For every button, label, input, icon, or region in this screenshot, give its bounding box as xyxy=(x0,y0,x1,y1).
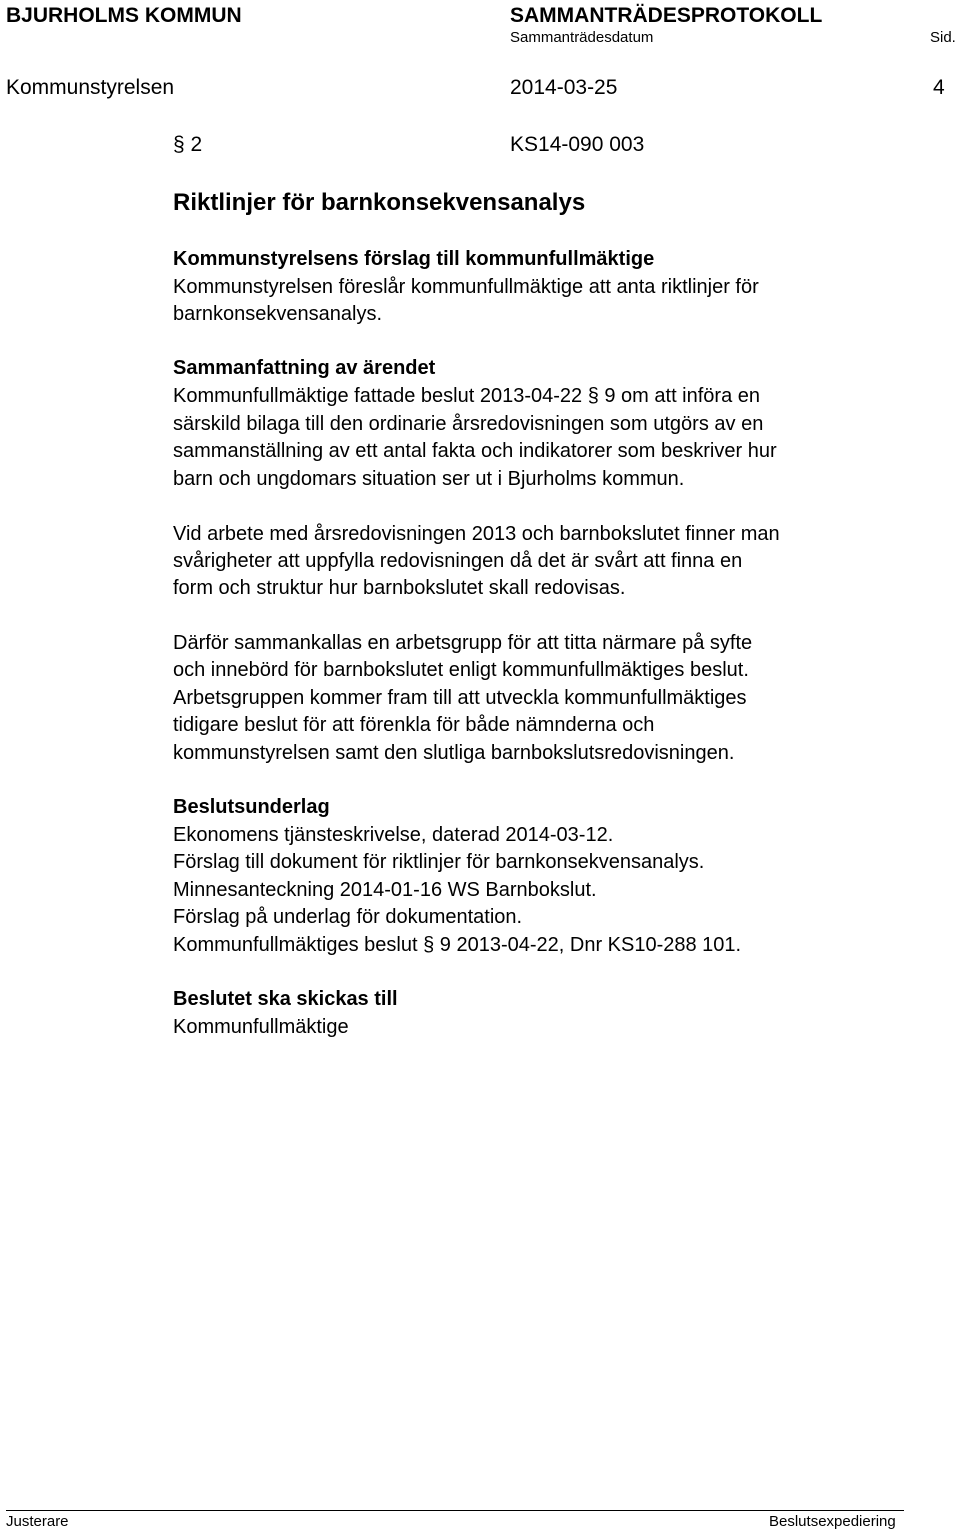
page-number: 4 xyxy=(933,76,945,99)
basis-item: Ekonomens tjänsteskrivelse, daterad 2014-03-12. xyxy=(173,824,614,846)
summary-line: Arbetsgruppen kommer fram till att utveckla kommunfullmäktiges xyxy=(173,687,747,709)
recipients-heading: Beslutet ska skickas till xyxy=(173,988,398,1010)
basis-item: Minnesanteckning 2014-01-16 WS Barnbokslut. xyxy=(173,879,597,901)
meeting-date-label: Sammanträdesdatum xyxy=(510,29,654,46)
municipality-name: BJURHOLMS KOMMUN xyxy=(6,4,242,27)
basis-heading: Beslutsunderlag xyxy=(173,796,330,818)
proposal-heading: Kommunstyrelsens förslag till kommunfullmäktige xyxy=(173,248,655,270)
case-reference: KS14-090 003 xyxy=(510,133,645,156)
footer-adjuster-label: Justerare xyxy=(6,1513,69,1530)
committee-name: Kommunstyrelsen xyxy=(6,76,175,99)
summary-line: kommunstyrelsen samt den slutliga barnbokslutsredovisningen. xyxy=(173,742,735,764)
proposal-line: barnkonsekvensanalys. xyxy=(173,303,383,325)
summary-line: Vid arbete med årsredovisningen 2013 och barnbokslutet finner man xyxy=(173,523,780,545)
document-type: SAMMANTRÄDESPROTOKOLL xyxy=(510,4,823,27)
summary-heading: Sammanfattning av ärendet xyxy=(173,357,436,379)
page-label: Sid. xyxy=(930,29,956,46)
basis-item: Förslag till dokument för riktlinjer för barnkonsekvensanalys. xyxy=(173,851,705,873)
section-number: § 2 xyxy=(173,133,203,156)
footer-divider xyxy=(6,1510,904,1511)
footer-dispatch-label: Beslutsexpediering xyxy=(769,1513,896,1530)
meeting-date: 2014-03-25 xyxy=(510,76,618,99)
summary-line: barn och ungdomars situation ser ut i Bjurholms kommun. xyxy=(173,468,685,490)
basis-item: Förslag på underlag för dokumentation. xyxy=(173,906,523,928)
basis-item: Kommunfullmäktiges beslut § 9 2013-04-22, Dnr KS10-288 101. xyxy=(173,934,742,956)
item-title: Riktlinjer för barnkonsekvensanalys xyxy=(173,189,586,216)
summary-line: sammanställning av ett antal fakta och indikatorer som beskriver hur xyxy=(173,440,777,462)
summary-line: tidigare beslut för att förenkla för både nämnderna och xyxy=(173,714,655,736)
summary-line: särskild bilaga till den ordinarie årsredovisningen som utgörs av en xyxy=(173,413,764,435)
recipient-item: Kommunfullmäktige xyxy=(173,1016,349,1038)
summary-line: form och struktur hur barnbokslutet skall redovisas. xyxy=(173,577,626,599)
summary-line: och innebörd för barnbokslutet enligt kommunfullmäktiges beslut. xyxy=(173,659,749,681)
summary-line: Kommunfullmäktige fattade beslut 2013-04-22 § 9 om att införa en xyxy=(173,385,761,407)
proposal-line: Kommunstyrelsen föreslår kommunfullmäktige att anta riktlinjer för xyxy=(173,276,759,298)
summary-line: Därför sammankallas en arbetsgrupp för att titta närmare på syfte xyxy=(173,632,753,654)
summary-line: svårigheter att uppfylla redovisningen då det är svårt att finna en xyxy=(173,550,743,572)
